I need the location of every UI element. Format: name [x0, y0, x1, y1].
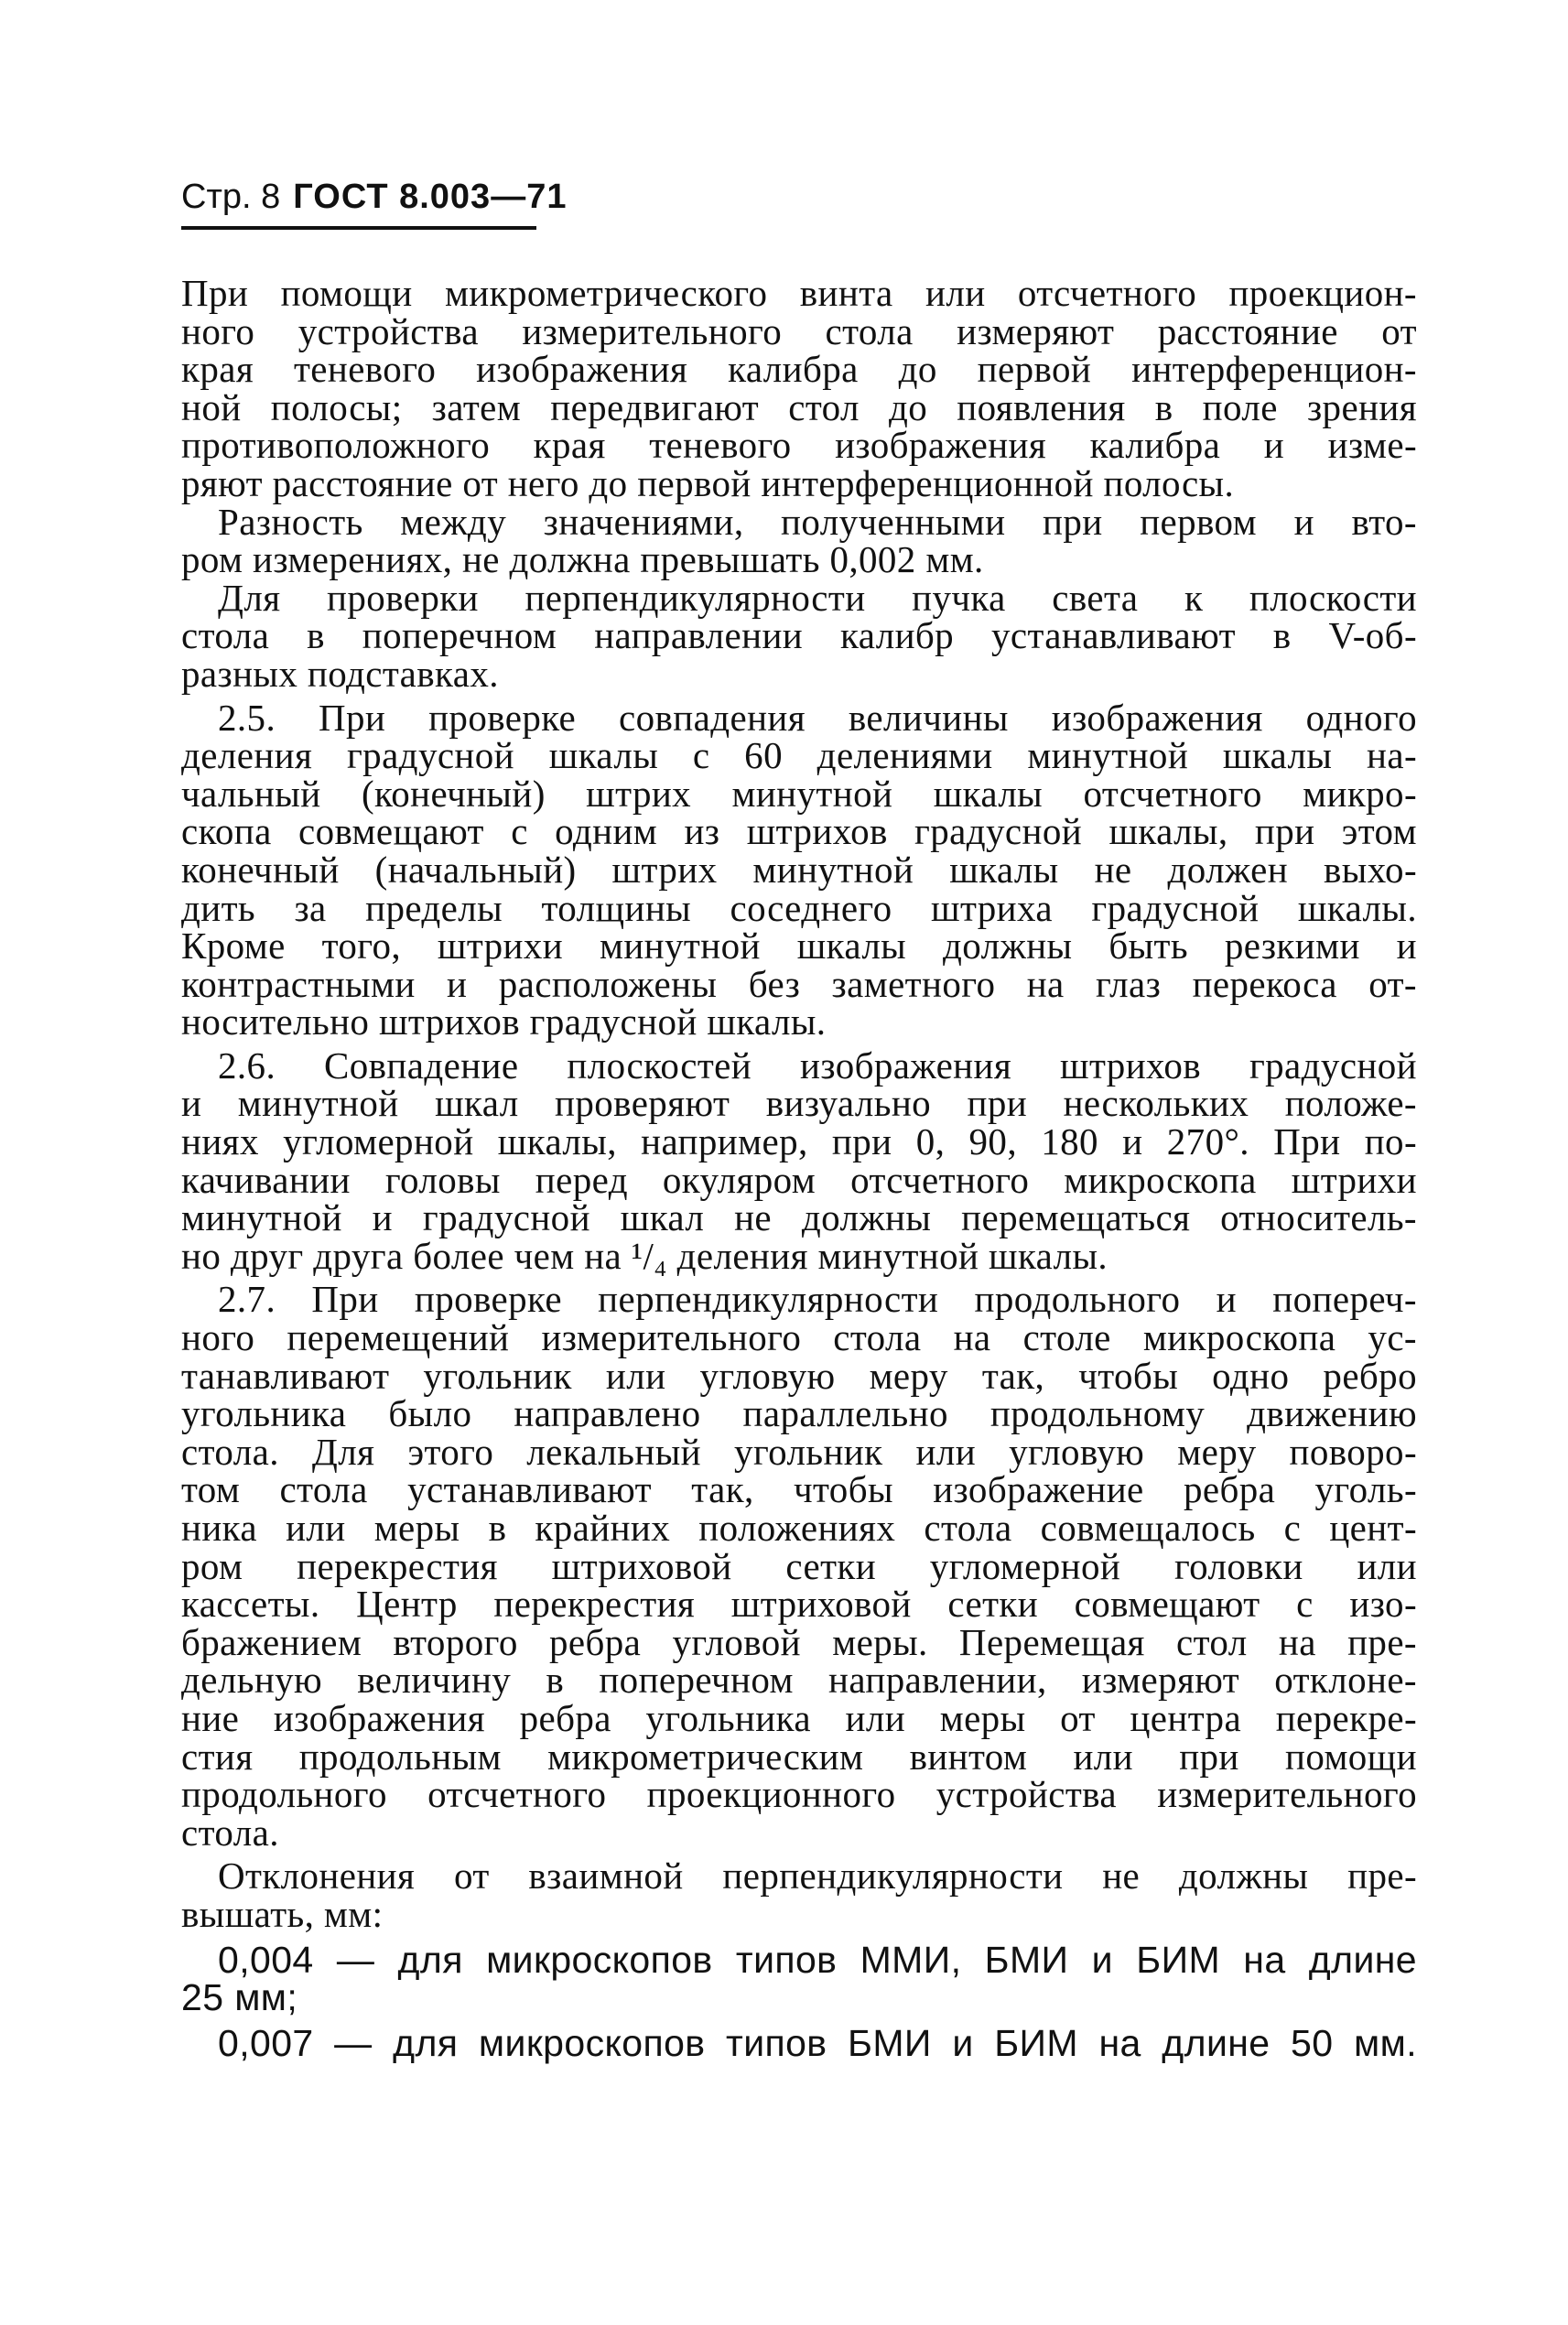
text-line: стола.	[181, 1811, 279, 1854]
list-item: 0,007 — для микроскопов типов БМИ и БИМ на длине 50 мм.	[218, 2021, 1417, 2064]
text-line: ного перемещений измерительного стола на столе микроскопа ус-	[181, 1316, 1417, 1359]
text-line: Разность между значениями, полученными при первом и вто-	[218, 500, 1417, 543]
list-item: 0,004 — для микроскопов типов ММИ, БМИ и БИМ на длине	[218, 1938, 1417, 1981]
text-line: ной полосы; затем передвигают стол до появления в поле зрения	[181, 385, 1417, 428]
text-line: дить за пределы толщины соседнего штриха градусной шкалы.	[181, 886, 1417, 929]
body-text	[181, 272, 1417, 2064]
text-line: ниях угломерной шкалы, например, при 0, 90, 180 и 270°. При по-	[181, 1120, 1417, 1163]
header-rule	[181, 226, 536, 230]
text-line: ние изображения ребра угольника или меры от центра перекре-	[181, 1696, 1417, 1739]
text-line: вышать, мм:	[181, 1892, 384, 1935]
text-line: ром измерениях, не должна превышать 0,002 мм.	[181, 538, 984, 581]
text-line: 2.5. При проверке совпадения величины изображения одного	[218, 696, 1417, 739]
text-line: качивании головы перед окуляром отсчетного микроскопа штрихи	[181, 1158, 1417, 1201]
text-line: конечный (начальный) штрих минутной шкалы не должен выхо-	[181, 848, 1417, 891]
text-line: ром перекрестия штриховой сетки угломерной головки или	[181, 1544, 1417, 1587]
text-line: том стола устанавливают так, чтобы изображение ребра уголь-	[181, 1468, 1417, 1511]
text-line: 2.7. При проверке перпендикулярности продольного и попереч-	[218, 1278, 1417, 1321]
text-line: носительно штрихов градусной шкалы.	[181, 1000, 827, 1044]
text-line: стия продольным микрометрическим винтом или при помощи	[181, 1735, 1417, 1778]
text-line: кассеты. Центр перекрестия штриховой сетки совмещают с изо-	[181, 1583, 1417, 1626]
text-line: Отклонения от взаимной перпендикулярности не должны пре-	[218, 1855, 1417, 1898]
text-line: ряют расстояние от него до первой интерференционной полосы.	[181, 461, 1235, 504]
text-line: деления градусной шкалы с 60 делениями минутной шкалы на-	[181, 734, 1417, 777]
text-line: бражением второго ребра угловой меры. Перемещая стол на пре-	[181, 1620, 1417, 1663]
standard-code: ГОСТ 8.003—71	[293, 178, 568, 216]
text-line: ного устройства измерительного стола измеряют расстояние от	[181, 309, 1417, 352]
text-line: разных подставках.	[181, 652, 499, 695]
running-header	[181, 176, 568, 218]
text-line: и минутной шкал проверяют визуально при нескольких положе-	[181, 1082, 1417, 1125]
text-line: дельную величину в поперечном направлении, измеряют отклоне-	[181, 1659, 1417, 1702]
text-line: контрастными и расположены без заметного на глаз перекоса от-	[181, 962, 1417, 1005]
page-number: Стр. 8	[181, 178, 281, 216]
text-line: Кроме того, штрихи минутной шкалы должны быть резкими и	[181, 925, 1417, 968]
text-line: танавливают угольник или угловую меру так, чтобы одно ребро	[181, 1354, 1417, 1397]
text-line: минутной и градусной шкал не должны перемещаться относитель-	[181, 1196, 1417, 1239]
text-line: ника или меры в крайних положениях стола совмещалось с цент-	[181, 1507, 1417, 1549]
text-line: края теневого изображения калибра до первой интерференцион-	[181, 348, 1417, 391]
text-line: стола. Для этого лекальный угольник или угловую меру поворо-	[181, 1430, 1417, 1473]
text-line: При помощи микрометрического винта или отсчетного проекцион-	[181, 272, 1417, 314]
text-line: продольного отсчетного проекционного устройства измерительного	[181, 1773, 1417, 1816]
text-line: чальный (конечный) штрих минутной шкалы отсчетного микро-	[181, 772, 1417, 815]
text-line: скопа совмещают с одним из штрихов градусной шкалы, при этом	[181, 810, 1417, 853]
text-line: Для проверки перпендикулярности пучка света к плоскости	[218, 576, 1417, 619]
text-line: стола в поперечном направлении калибр устанавливают в V-об-	[181, 614, 1417, 657]
text-line: противоположного края теневого изображения калибра и изме-	[181, 424, 1417, 467]
text-line: 2.6. Совпадение плоскостей изображения штрихов градусной	[218, 1044, 1417, 1087]
list-item: 25 мм;	[181, 1976, 298, 2019]
text-line: но друг друга более чем на ¹/₄ деления минутной шкалы.	[181, 1234, 1108, 1277]
text-line: угольника было направлено параллельно продольному движению	[181, 1392, 1417, 1435]
